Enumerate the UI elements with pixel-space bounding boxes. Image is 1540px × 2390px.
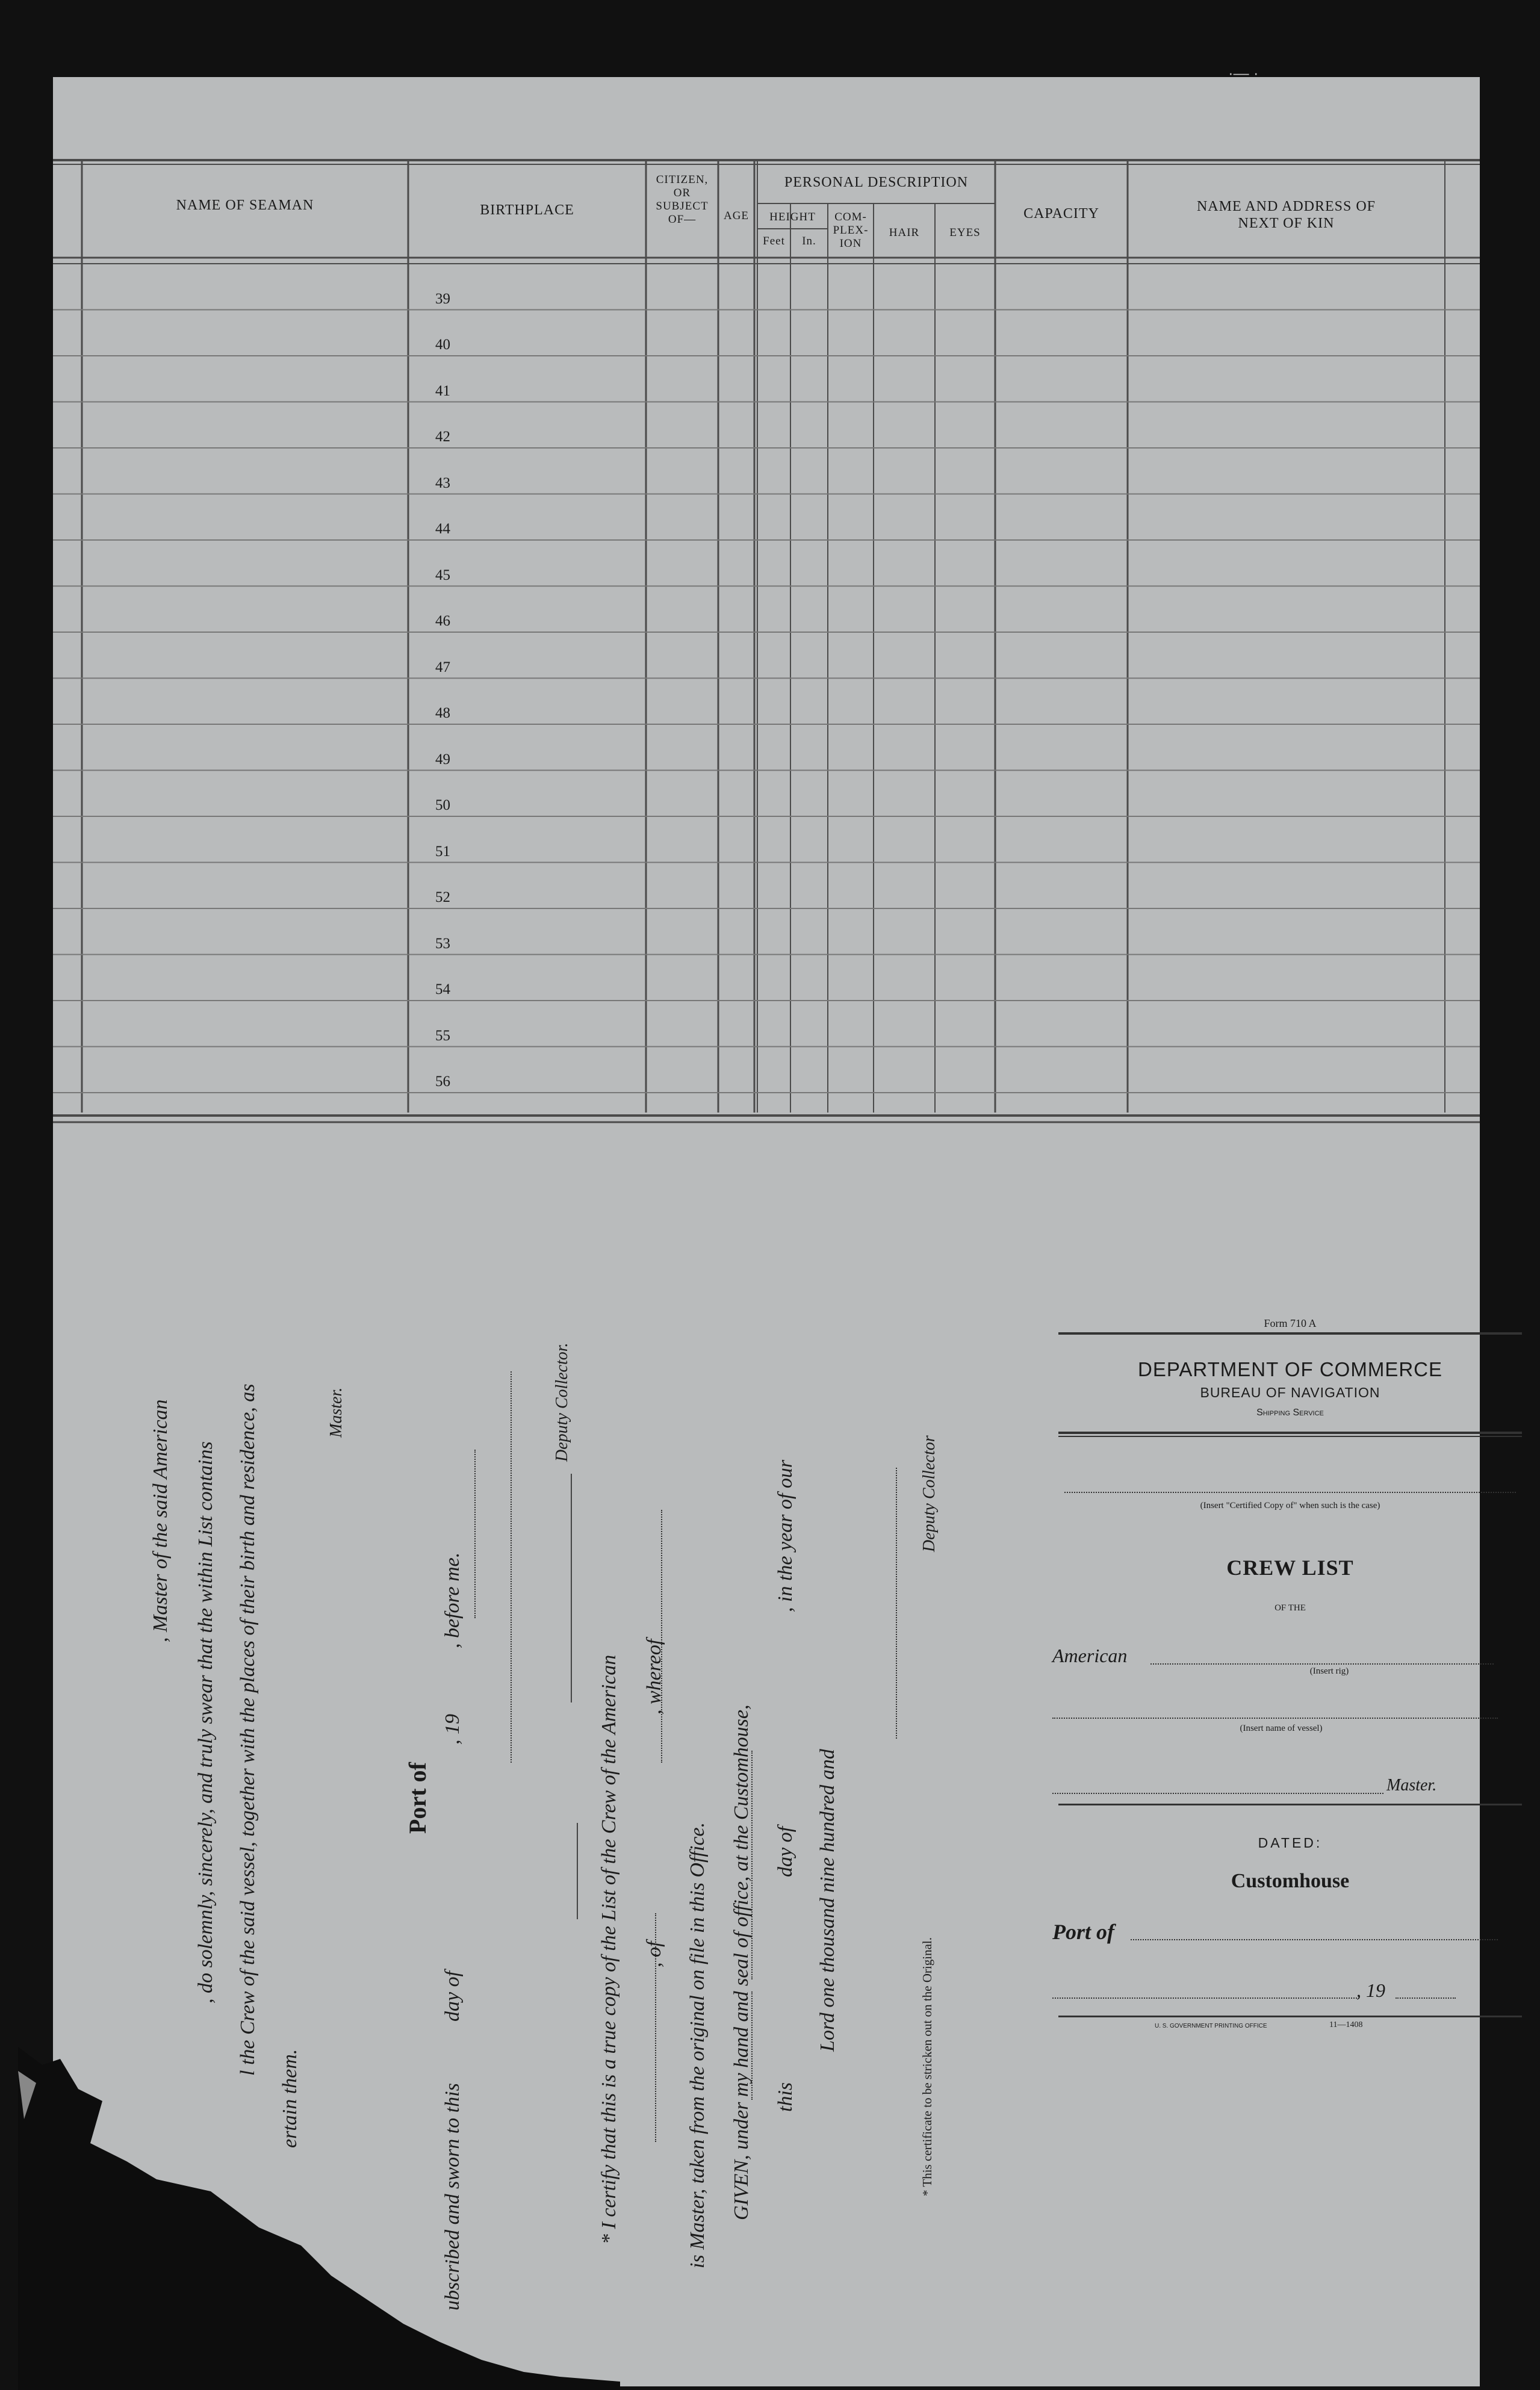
certificate-year: , in the year of our [774,1459,796,1612]
certificate-day-of: day of [774,1826,796,1877]
row-number: 47 [435,659,450,675]
oath-deputy-line [571,1474,573,1702]
gpo-code: 11—1408 [1329,2020,1363,2029]
certificate-vessel-line [661,1510,663,1763]
form-mid-rule [1058,1432,1522,1434]
certificate-line-4: GIVEN, under my hand and seal of office, at the Customhouse, [730,1704,753,2220]
certificate-line-6: Lord one thousand nine hundred and [816,1749,839,2052]
row-number: 50 [435,797,450,813]
insert-rig-note: (Insert rig) [1309,1666,1349,1676]
form-lower-rule [1058,1804,1522,1805]
corner-mark: ·— · [1228,64,1259,82]
oath-port-line [511,1371,513,1763]
row-number: 42 [435,429,450,445]
insert-vessel-note: (Insert name of vessel) [1240,1724,1323,1733]
bureau-title: BUREAU OF NAVIGATION [1200,1385,1380,1400]
back-port-of: Port of [1052,1920,1114,1944]
master-line [1052,1793,1383,1794]
oath-day-of: day of [441,1970,464,2022]
col-header-eyes: EYES [949,226,981,239]
year-line [1396,1997,1456,1999]
of-the-label: OF THE [1275,1603,1306,1613]
oath-short-line [577,1823,579,1919]
row-number: 44 [435,521,450,537]
back-master-label: Master. [1386,1776,1437,1795]
oath-deputy-collector: Deputy Collector. [553,1342,571,1462]
col-header-hair: HAIR [889,226,920,239]
crew-list-title: CREW LIST [1226,1556,1354,1580]
certificate-footnote: * This certificate to be stricken out on the Original. [920,1937,934,2196]
certificate-this-line [751,1991,754,2100]
oath-nineteen: , 19 [441,1714,464,1745]
col-header-citizen: CITIZEN, OR SUBJECT OF— [656,173,709,226]
department-title: DEPARTMENT OF COMMERCE [1137,1358,1443,1380]
row-number: 39 [435,290,450,307]
gpo-imprint: U. S. GOVERNMENT PRINTING OFFICE [1155,2023,1267,2029]
row-number: 41 [435,382,450,399]
date-line [1052,1997,1359,1999]
dated-label: DATED: [1258,1835,1323,1851]
certificate-whereof: , whereof [643,1639,665,1715]
row-number: 56 [435,1073,450,1090]
row-number: 55 [435,1027,450,1044]
certificate-line-3: is Master, taken from the original on file in this Office. [686,1822,709,2268]
certified-copy-line [1064,1492,1516,1493]
certificate-of: , of [643,1941,665,1967]
row-number: 51 [435,843,450,860]
row-number: 40 [435,337,450,353]
port-line [1131,1939,1498,1940]
rig-line [1150,1663,1494,1665]
col-header-complexion: COM- PLEX- ION [833,211,869,250]
col-header-capacity: CAPACITY [1023,206,1099,222]
row-number: 53 [435,935,450,952]
oath-line-2: , do solemnly, sincerely, and truly swear that the within List contains [194,1441,217,2004]
back-nineteen: , 19 [1356,1979,1385,2001]
row-number: 49 [435,751,450,768]
certificate-of-line [655,1913,657,2142]
certificate-deputy-collector: Deputy Collector [920,1435,939,1552]
row-number: 46 [435,613,450,629]
vessel-name-line [1052,1718,1498,1719]
row-number: 52 [435,889,450,905]
oath-port-of: Port of [404,1762,431,1834]
torn-corner [18,2047,620,2390]
certificate-line-1: * I certify that this is a true copy of the List of the Crew of the American [598,1654,620,2244]
form-top-rule [1058,1332,1522,1335]
col-header-feet: Feet [763,235,785,247]
col-header-next-of-kin: NAME AND ADDRESS OF NEXT OF KIN [1196,199,1376,231]
shipping-service: Shipping Service [1256,1408,1324,1418]
col-header-height: HEIGHT [769,211,816,223]
row-number: 54 [435,981,450,998]
customhouse-label: Customhouse [1231,1870,1350,1892]
row-number: 48 [435,705,450,721]
oath-subscribed: ubscribed and sworn to this [441,2083,464,2311]
oath-master-label: Master. [327,1387,346,1438]
col-header-age: AGE [723,210,750,222]
oath-line-3: l the Crew of the said vessel, together with the places of their birth and residence, as [237,1383,259,2076]
col-header-personal-description: PERSONAL DESCRIPTION [784,175,969,190]
oath-line-1: , Master of the said American [149,1399,172,1642]
row-number: 43 [435,474,450,491]
oath-before-me: , before me. [441,1552,464,1648]
form-mid-rule-2 [1058,1436,1522,1437]
col-header-name: NAME OF SEAMAN [176,197,314,213]
document-page [53,77,1480,2386]
form-number: Form 710 A [1264,1317,1317,1329]
col-header-birthplace: BIRTHPLACE [480,202,574,218]
certificate-day-line [751,1751,754,1979]
certificate-this: this [774,2082,796,2112]
oath-signature-line [474,1450,477,1618]
certificate-deputy-line [896,1468,898,1739]
col-header-inches: In. [802,235,816,247]
insert-certified-note: (Insert "Certified Copy of" when such is the case) [1200,1501,1380,1510]
row-number: 45 [435,566,450,583]
oath-line-4: ertain them. [279,2049,301,2148]
american-label: American [1052,1645,1128,1666]
form-bottom-rule [1058,2016,1522,2017]
